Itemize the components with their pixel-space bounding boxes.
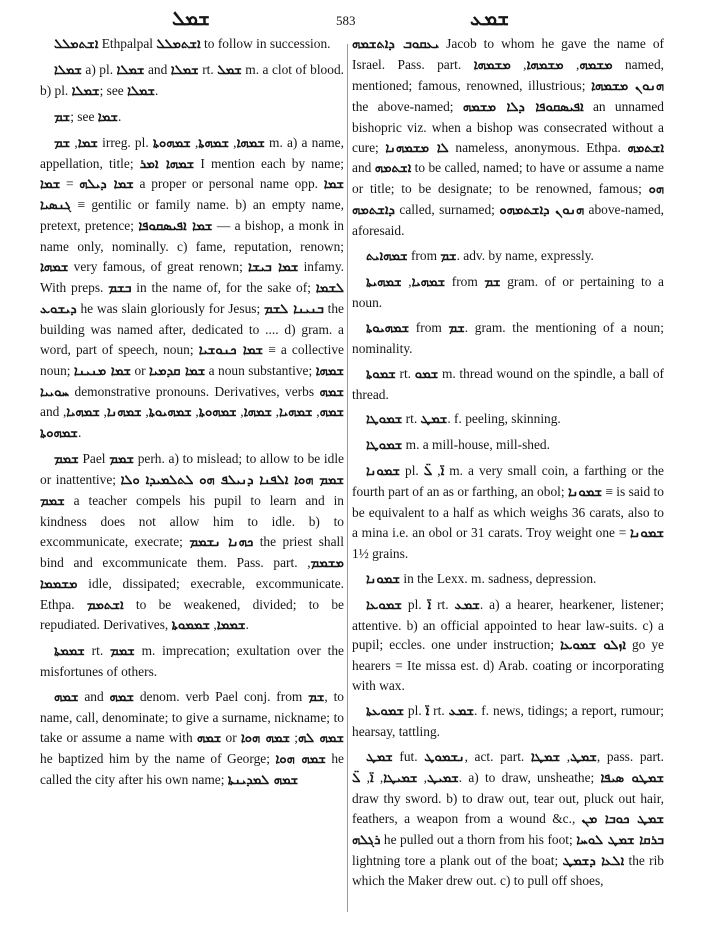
syriac-text: ܝܥܩܘܒ ܕܐܬܫܡܗ xyxy=(352,37,440,52)
syriac-text: ܫܡܗ ܗܘܐ xyxy=(275,751,326,767)
syriac-text: ܫܡܡ xyxy=(109,452,134,468)
column-divider xyxy=(347,44,348,912)
syriac-text: ܫܡܐ ܓܢܣܝܐ xyxy=(40,177,344,214)
dictionary-entry: ܫܡܘܛܐ m. a mill-house, mill-shed. xyxy=(366,437,550,454)
syriac-text: ܫܡܘܢܐ xyxy=(629,525,664,541)
dictionary-entry: ܐܫܬܡܠܠ Ethpalpal ܐܫܬܡܠܠ to follow in succession. xyxy=(54,36,331,52)
syriac-text: ܫܡܗܐ xyxy=(236,135,265,151)
syriac-text: ܠ̈ xyxy=(423,464,433,480)
page-number: 583 xyxy=(336,13,356,28)
syriac-text: ܫܡܘܬܐ xyxy=(366,366,396,382)
syriac-text: ܡܫܡܗ xyxy=(579,57,613,73)
syriac-text: ܫܡܥ xyxy=(454,597,480,613)
syriac-text: ܫܡܝܛ xyxy=(427,770,459,786)
syriac-text: ܐܫܬܡܗ xyxy=(374,161,412,177)
syriac-text: ܫܡܘ xyxy=(414,366,439,382)
dictionary-entry: ܫܡܗܝܐ, ܫܡܗܝܬܐ from ܫܡ gram. of or pertaining to a noun. xyxy=(352,273,664,310)
dictionary-entry: ܫܡܘܥܬܐ pl. ܐ̈ rt. ܫܡܥ. f. news, tidings; a report, rumour; hearsay, tattling. xyxy=(352,703,664,740)
syriac-text: ܢܫܡܘܛ xyxy=(424,750,465,765)
dictionary-entry: ܫܡܠܐ a) pl. ܫܡܠܐ and ܫܡܠܐ rt. ܫܡܠ m. a clot of blood. b) pl. ܫܡܠܐ; see ܫܡܠܐ. xyxy=(40,61,344,99)
syriac-text: ܫܡܗܝܬܐ xyxy=(366,274,402,290)
syriac-text: ܐܫܬܡܠܠ xyxy=(156,37,201,52)
syriac-text: ܫܡܐ ܐܦܝܣܩܘܦܐ xyxy=(138,219,213,235)
syriac-text: ܫܡܠܐ xyxy=(127,83,156,99)
syriac-text: ܒܫܡ xyxy=(108,280,132,296)
syriac-text: ܫܡܛ ܟܘܒܐ ܡܢ ܪܓܠܗ xyxy=(352,811,664,848)
dictionary-entry: ܫܡܘܥܐ pl. ܐ̈ rt. ܫܡܥ. a) a hearer, hearkener, listener; attentive. b) an official appointed to hear law-suits. c) a pupil; eccles. one under instruction; ܐܙܠܘ ܫܡܘܥܐ go ye hearers = Ite missa est. d) Arab. coating or incorporating with wax. xyxy=(352,596,665,694)
syriac-text: ܫܡܗܐ xyxy=(40,260,69,276)
dictionary-entry: ܫܡܘܢܐ pl. ܐ̈, ܠ̈ m. a very small coin, a farthing or the fourth part of an as or farthing, an obol; ܫܡܘܢܐ ≡ is said to be equivalent to a half as which weighs 36 carats, also to a mina i.e. an obol or 31 carats. Troy weight one ܫܡܘܢܐ = 1½ grains. xyxy=(352,463,664,561)
syriac-text: ܫܡܘܛܐ xyxy=(366,438,403,454)
syriac-text: ܫܡܗܢܐ xyxy=(106,405,142,421)
syriac-text: ܫܡܠܐ xyxy=(170,62,199,78)
syriac-text: ܫܡܘܥܐ xyxy=(366,597,402,613)
running-headword-left: ܫܡܠ xyxy=(172,8,210,30)
syriac-text: ܫܡܗ ܠܗ xyxy=(298,731,344,746)
dictionary-entry: ܫܡܘܢܐ in the Lexx. m. sadness, depression. xyxy=(366,570,597,587)
syriac-text: ܫܡܐ ܡܢܝܢܐ xyxy=(73,363,132,379)
syriac-text: ܗܢܘܢ ܡܫܡܗܐ xyxy=(591,78,664,94)
syriac-text: ܫܡܠ xyxy=(217,62,242,78)
syriac-text: ܫܡܐ xyxy=(77,135,98,151)
syriac-text: ܐ̈ xyxy=(425,704,430,720)
syriac-text: ܫܡܡ xyxy=(54,452,79,468)
syriac-text: ܫܡܗܝܐ xyxy=(66,405,100,421)
syriac-text: ܫܡ xyxy=(484,274,501,290)
syriac-text: ܡܫܡܗܐ xyxy=(473,57,511,73)
syriac-text: ܐ̈ xyxy=(427,597,432,613)
syriac-text: ܫܡܘܛܐ xyxy=(366,412,403,428)
syriac-text: ܫܡܗܝܘܬܐ xyxy=(366,320,410,336)
syriac-text: ܫܡܛܐ xyxy=(530,750,561,765)
syriac-text: ܫܡ xyxy=(440,249,457,265)
syriac-text: ܡܫܡܡܐ xyxy=(40,576,78,592)
syriac-text: ܠܐ ܡܫܡܗܢܐ xyxy=(385,140,449,156)
syriac-text: ܫܡܛ xyxy=(420,412,448,428)
syriac-text: ܫܡ xyxy=(54,109,71,125)
page-header xyxy=(40,8,670,34)
syriac-text: ܫܡܐ xyxy=(40,177,61,193)
syriac-text: ܫܡܗ xyxy=(109,690,134,706)
dictionary-entry: ܫܡܘܬܐ rt. ܫܡܘ m. thread wound on the spindle, a ball of thread. xyxy=(352,365,664,402)
dictionary-entry: ܫܡ; see ܫܡܐ. xyxy=(54,108,122,125)
right-column xyxy=(352,34,664,896)
syriac-text: ܫܡܠܐ xyxy=(116,62,145,78)
syriac-text: ܫܡܐ ܒܝܫܐ xyxy=(248,260,299,276)
dictionary-entry: ܫܡܗܐܝܬ from ܫܡ. adv. by name, expressly. xyxy=(366,248,594,265)
syriac-text: ܠܫܡܐ ܕܝܫܘܥ xyxy=(40,280,344,317)
syriac-text: ܫܡܗܝܐ xyxy=(279,405,313,421)
syriac-text: ܫܡܛ xyxy=(366,750,393,765)
syriac-text: ܫܡܗ ܗܘܐ xyxy=(240,731,291,746)
syriac-text: ܫܡܡ xyxy=(110,644,135,660)
syriac-text: ܒܢܝܢܐ ܠܫܡ xyxy=(264,301,324,317)
syriac-text: ܫܡܠܐ xyxy=(71,83,100,99)
syriac-text: ܗܘ ܕܐܫܬܡܗ xyxy=(352,182,664,219)
running-headword-right: ܫܡܥ xyxy=(470,8,510,30)
syriac-text: ܫܡܘܢܐ xyxy=(366,571,401,587)
syriac-text: ܡܫܡܗܐ xyxy=(526,57,564,73)
syriac-text: ܫܡܡܘܬܐ xyxy=(171,618,210,634)
syriac-text: ܫܡܐ ܟܢܘܫܝܐ xyxy=(198,342,264,358)
dictionary-entry: ܫܡܡܬܐ rt. ܫܡܡ m. imprecation; exultation over the misfortunes of others. xyxy=(40,643,344,680)
syriac-text: ܫܡܥ xyxy=(448,704,474,720)
syriac-text: ܫܡܗܐܝܬ xyxy=(366,249,408,265)
syriac-text: ܫܡܗܬܐ xyxy=(198,135,229,151)
syriac-text: ܫܡܠܐ xyxy=(54,62,82,78)
syriac-text: ܫܡܐ xyxy=(97,109,118,125)
dictionary-entry: ܫܡܗܝܘܬܐ from ܫܡ. gram. the mentioning of a noun; nominality. xyxy=(352,319,664,356)
syriac-text: ܗܢܘܢ ܕܐܫܬܡܗܘ xyxy=(499,203,585,219)
syriac-text: ܫܡܛ xyxy=(570,750,597,765)
syriac-text: ܠ̈ xyxy=(352,770,361,786)
syriac-text: ܫܡܗ xyxy=(54,690,79,706)
syriac-text: ܐܦܝܣܩܘܦܐ ܕܠܐ ܡܫܡܗ xyxy=(462,99,584,115)
syriac-text: ܫܡܘܢܐ xyxy=(366,464,401,480)
dictionary-entry: ܫܡܡ Pael ܫܡܡ perh. a) to mislead; to allow to be idle or inattentive; ܫܡܡ ܗܘܐ ܐܠܦܢܐ ܕܢܝܠܦ ܗܘ ܠܬܠܡܝܕܐ ܘܠܐ ܫܡܡ a teacher compels his pupil to learn and in kindness does not allow him to idle. b) to excommunicate, execrate; ܟܗܢܐ ܢܫܡܡ the priest shall bind and excommunicate them. Pass. part. ܡܫܡܡ, ܡܫܡܡܐ idle, dissipated; execrable, excommunicate. Ethpa. ܐܫܬܡܡ to be weakened, divided; to be repudiated. Derivatives, ܫܡܡܐ, ܫܡܡܘܬܐ . xyxy=(40,451,345,634)
dictionary-entry: ܝܥܩܘܒ ܕܐܬܫܡܗ Jacob to whom he gave the name of Israel. Pass. part. ܡܫܡܗ, ܡܫܡܗܐ, ܡܫܡܗܐ named, mentioned; famous, renowned, illustrious; ܗܢܘܢ ܡܫܡܗܐ the above-named; ܐܦܝܣܩܘܦܐ ܕܠܐ ܡܫܡܗ an unnamed bishopric viz. when a bishop was consecrated without a cure; ܠܐ ܡܫܡܗܢܐ nameless, anonymous. Ethpa. ܐܫܬܡܗ and ܐܫܬܡܗ to be called, named; to have or assume a name or title; to be designate; to be renowned, famous; ܗܘ ܕܐܫܬܡܗ called, surnamed; ܗܢܘܢ ܕܐܫܬܡܗܘ above-named, aforesaid. xyxy=(352,36,665,239)
syriac-text: ܫܡܗ ܠܡܕܝܢܬܐ xyxy=(227,772,299,788)
syriac-text: ܫܡܛܘ ܣܝܦܐ xyxy=(600,770,664,786)
syriac-text: ܫܡ xyxy=(308,690,325,706)
syriac-text: ܫܡܐ ܕܝܠܗ xyxy=(79,177,134,193)
syriac-text: ܐ̈ xyxy=(440,464,445,480)
dictionary-entry: ܫܡܛ fut. ܢܫܡܘܛ, act. part. ܫܡܛ, ܫܡܛܐ , pass. part. ܫܡܝܛ, ܫܡܝܛܐ, ܐ̈, ܠ̈ . a) to draw, unsheathe; ܫܡܛܘ ܣܝܦܐ draw thy sword. b) to draw out, tear out, pluck out hair, feathers, a weapon from a wound &c., ܫܡܛ ܟܘܒܐ ܡܢ ܪܓܠܗ he pulled out a thorn from his foot; ܒܪܩܐ ܫܡܛ ܠܘܚܐ lightning tore a plank out of the boat; ܐܠܥܐ ܕܫܡܛ the rib which the Maker drew out. c) to pull off shoes, xyxy=(352,749,664,889)
left-column xyxy=(40,34,344,796)
syriac-text: ܡܫܡܡ xyxy=(310,555,344,571)
syriac-text: ܫܡܘܢܐ xyxy=(567,485,602,501)
syriac-text: ܐܠܥܐ ܕܫܡܛ xyxy=(562,853,625,869)
syriac-text: ܫܡܝܛܐ xyxy=(383,770,418,786)
syriac-text: ܐܙܠܘ ܫܡܘܥܐ xyxy=(560,638,626,654)
syriac-text: ܐ̈ xyxy=(370,770,374,786)
syriac-text: ܫܡܡܐ xyxy=(216,618,246,634)
syriac-text: ܫܡܗܘܬܐ xyxy=(152,135,191,151)
syriac-text: ܫܡܗܐ ܐܡܪ xyxy=(139,156,195,172)
syriac-text: ܫܡܗܘܬܐ xyxy=(198,405,237,421)
syriac-text: ܫܡܗ xyxy=(196,731,222,746)
syriac-text: ܫܡܐ ܩܕܡܝܐ xyxy=(149,363,206,379)
syriac-text: ܫܡ xyxy=(448,320,465,336)
syriac-text: ܟܗܢܐ ܢܫܡܡ xyxy=(189,534,254,550)
syriac-text: ܫܡܗܐ ܚܘܝܝܐ xyxy=(40,363,344,400)
syriac-text: ܫܡܘܥܬܐ xyxy=(366,704,405,720)
syriac-text: ܐܫܬܡܗ xyxy=(627,140,664,156)
syriac-text: ܫܡܗܝܐ xyxy=(411,274,446,290)
syriac-text: ܫܡܗܐ xyxy=(243,405,273,421)
syriac-text: ܫܡܡܬܐ xyxy=(54,644,85,660)
syriac-text: ܐܫܬܡܡ xyxy=(86,597,124,613)
syriac-text: ܫܡܗܝܘܬܐ xyxy=(148,405,192,421)
syriac-text: ܐܫܬܡܠܠ xyxy=(54,37,99,52)
syriac-text: ܫܡܡ ܗܘܐ ܐܠܦܢܐ ܕܢܝܠܦ ܗܘ ܠܬܠܡܝܕܐ ܘܠܐ ܫܡܡ xyxy=(40,473,345,510)
syriac-text: ܫܡܗ xyxy=(319,384,344,400)
syriac-text: ܫܡ xyxy=(54,135,71,151)
dictionary-entry: ܫܡܐ, ܫܡ irreg. pl. ܫܡܗܐ, ܫܡܗܬܐ, ܫܡܗܘܬܐ m. a) a name, appellation, title; ܫܡܗܐ ܐܡܪ I mention each by name; ܫܡܐ ܕܝܠܗ = ܫܡܐ a proper or personal name opp. ܫܡܐ ܓܢܣܝܐ ≡ gentilic or family name. b) an empty name, pretext, pretence; ܫܡܐ ܐܦܝܣܩܘܦܐ — a bishop, a monk in name only, nominally. c) fame, reputation, renown; ܫܡܗܐ very famous, of great renown; ܫܡܐ ܒܝܫܐ infamy. With preps. ܒܫܡ in the name of, for the sake of; ܠܫܡܐ ܕܝܫܘܥ he was slain gloriously for Jesus; ܒܢܝܢܐ ܠܫܡ the building was named after, dedicated to .... d) gram. a word, part of speech, noun; ܫܡܐ ܟܢܘܫܝܐ ≡ a collective noun; ܫܡܐ ܡܢܝܢܐ or ܫܡܐ ܩܕܡܝܐ a noun substantive; ܫܡܗܐ ܚܘܝܝܐ demonstrative pronouns. Derivatives, verbs ܫܡܗ and ܫܡܗ, ܫܡܗܝܐ, ܫܡܗܐ, ܫܡܗܘܬܐ, ܫܡܗܝܘܬܐ, ܫܡܗܢܐ, ܫܡܗܝܐ, ܫܡܗܘܬܐ. xyxy=(40,134,345,442)
dictionary-entry: ܫܡܘܛܐ rt. ܫܡܛ. f. peeling, skinning. xyxy=(366,411,561,428)
syriac-text: ܫܡܗ xyxy=(319,405,345,421)
syriac-text: ܫܡܗܘܬܐ xyxy=(40,426,78,442)
dictionary-entry: ܫܡܗ and ܫܡܗ denom. verb Pael conj. from ܫܡ, to name, call, denominate; to give a surname, nickname; to take or assume a name with ܫܡܗ or ܫܡܗ ܠܗ; ܫܡܗ ܗܘܐ he baptized him by the name of George; ܫܡܗ ܗܘܐ he called the city after his own name; ܫܡܗ ܠܡܕܝܢܬܐ xyxy=(40,689,344,788)
syriac-text: ܒܪܩܐ ܫܡܛ ܠܘܚܐ xyxy=(576,832,664,848)
